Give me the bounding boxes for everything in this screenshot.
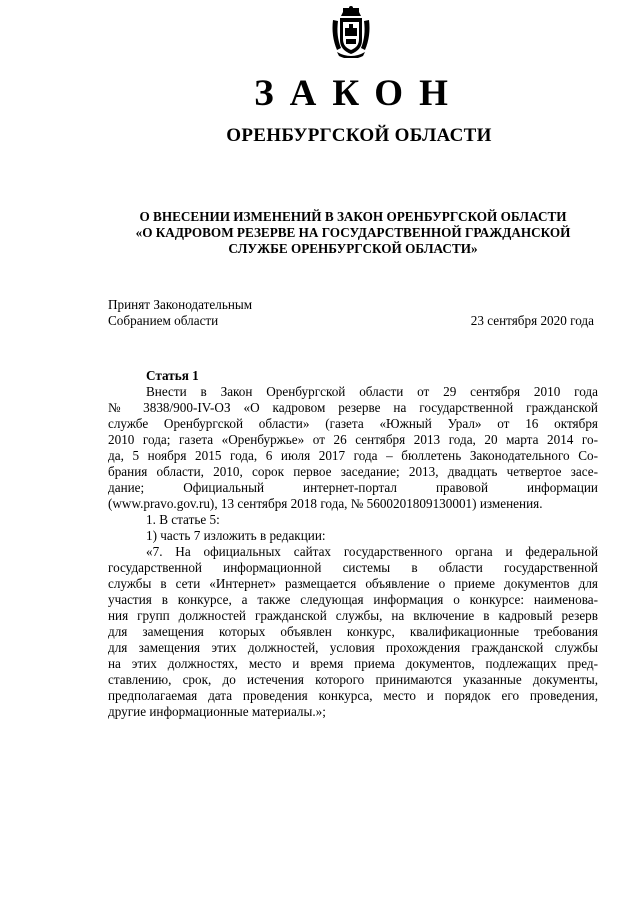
law-title [108,209,598,257]
adoption-line: Принят Законодательным [108,297,253,312]
law-title-line: О ВНЕСЕНИИ ИЗМЕНЕНИЙ В ЗАКОН ОРЕНБУРГСКОЙ ОБЛАСТИ [139,209,567,224]
article-text-line: Внести в Закон Оренбургской области от 29 сентября 2010 года [146,384,598,399]
article-text-line: государственной информационной системы в области государственной [108,560,598,575]
article-text-line: 1. В статье 5: [146,512,220,527]
article-text-line: для замещения которых объявлен конкурс, квалификационные требования [108,624,598,639]
region-heading: ОРЕНБУРГСКОЙ ОБЛАСТИ [226,125,492,146]
article-text-line: ставлению, срок, до истечения которого принимаются указанные документы, [108,672,598,687]
law-title-line: СЛУЖБЕ ОРЕНБУРГСКОЙ ОБЛАСТИ» [228,241,478,256]
article-text-line: (www.pravo.gov.ru), 13 сентября 2018 года, № 5600201809130001) изменения. [108,496,543,511]
article-text-line: дание; Официальный интернет-портал правовой информации [108,480,598,495]
article-text-line: другие информационные материалы.»; [108,704,326,719]
article-text-line: службы в сети «Интернет» размещается объявление о приеме документов для [108,576,598,591]
adoption-date: 23 сентября 2020 года [470,313,594,328]
article-text-line: предполагаемая дата проведения конкурса, место и порядок его проведения, [108,688,598,703]
article-text-line: участия в конкурсе, а также следующая информация о конкурсе: наименова- [108,592,598,607]
document-type-heading: ЗАКОН [254,73,464,114]
article-text-line: на этих должностях, место и время приема документов, подлежащих пред- [108,656,598,671]
article-heading: Статья 1 [146,368,199,383]
coat-of-arms-icon [329,6,373,58]
article-text-line: 1) часть 7 изложить в редакции: [146,528,326,543]
article-text-line: «7. На официальных сайтах государственного органа и федеральной [146,544,598,559]
law-title-line: «О КАДРОВОМ РЕЗЕРВЕ НА ГОСУДАРСТВЕННОЙ ГРАЖДАНСКОЙ [135,225,571,240]
article-text-line: для замещения этих должностей, условия прохождения гражданской службы [108,640,598,655]
article-text-line: 2010 года; газета «Оренбуржье» от 26 сентября 2013 года, 20 марта 2014 го- [108,432,598,447]
article-text-line: ния групп должностей гражданской службы, на включение в кадровый резерв [108,608,598,623]
article-text-line: службе Оренбургской области» (газета «Южный Урал» от 16 октября [108,416,598,431]
article-text-line: брания области, 2010, сорок первое заседание; 2013, двадцать четвертое засе- [108,464,598,479]
adoption-line: Собранием области [108,313,219,328]
article-body [108,368,598,720]
article-text-line: № 3838/900-IV-ОЗ «О кадровом резерве на государственной гражданской [108,400,598,415]
article-text-line: да, 5 ноября 2015 года, 6 июля 2017 года – бюллетень Законодательного Со- [108,448,598,463]
adoption-statement [108,297,252,329]
